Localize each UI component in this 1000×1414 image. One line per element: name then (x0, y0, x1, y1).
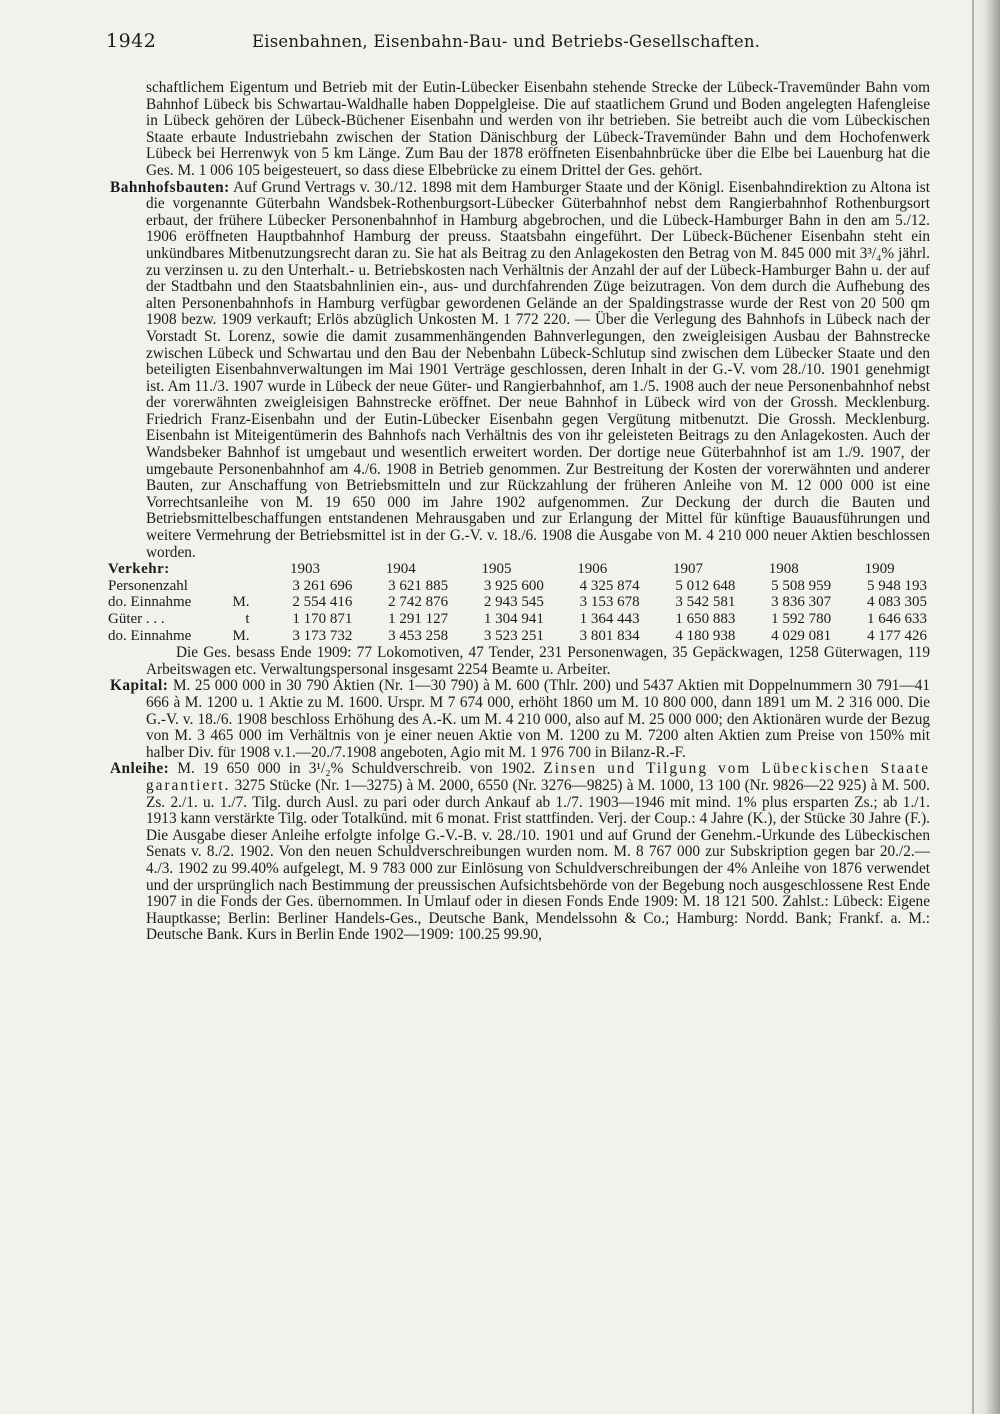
year-cell: 1906 (577, 561, 608, 578)
row-label: do. Einnahme M. (108, 627, 250, 644)
anleihe-text-a: M. 19 650 000 in 3¹/₂% Schuldverschreib. von 1902. (169, 760, 544, 778)
table-cell: 3 925 600 (483, 577, 544, 594)
bahnhofsbauten-section (100, 180, 930, 562)
rolling-stock-note: Die Ges. besass Ende 1909: 77 Lokomotiven, 47 Tender, 231 Personenwagen, 35 Gepäckwagen, 1258 Güterwagen, 119 Arbeitswagen etc. Verwaltungspersonal insgesamt 2254 Beamte u. Arbeiter. (146, 644, 930, 678)
running-title: Eisenbahnen, Eisenbahn-Bau- und Betriebs-Gesellschaften. (252, 32, 761, 51)
kapital-heading: Kapital: (110, 677, 169, 695)
table-cell: 1 592 780 (771, 611, 832, 627)
table-cell: 1 291 127 (388, 611, 449, 627)
year-cell: 1905 (481, 561, 512, 578)
bahnhofsbauten-text: Auf Grund Vertrags v. 30./12. 1898 mit dem Hamburger Staate und der Königl. Eisenbahndirektion zu Altona ist die vorgenannte Güterbahn Wandsbek-Rothenburgsort-Lübecker Güterbahnhof nebst dem Rangierbahnhof Rothenburgsort erbaut, der frühere Lübecker Personenbahnhof in Hamburg abgebrochen, und die Lübeck-Hamburger Bahn in den am 5./12. 1906 eröffneten Hauptbahnhof Hamburg der preuss. Staatsbahn eingeführt. Der Lübeck-Büchener Eisenbahn steht ein unkündbares Mitbenutzungsrecht daran zu. Sie hat als Beitrag zu den Anlagekosten den Betrag von M. 845 000 mit 3³/₄% jährl. zu verzinsen u. zu den Unterhalt.- u. Betriebskosten nach Verhältnis der Anzahl der auf der Lübeck-Hamburger Bahn u. der auf der Stadtbahn und den Staatsbahnlinien ein-, aus- und durchfahrenden Züge beizutragen. Von dem durch die Aufhebung des alten Personenbahnhofs in Hamburg verfügbar gewordenen Gelände an der Spaldingstrasse wurde der Rest von 20 500 qm 1908 bezw. 1909 verkauft; Erlös abzüglich Unkosten M. 1 772 220. — Über die Verlegung des Bahnhofs in Lübeck nach der Vorstadt St. Lorenz, sowie die damit zusammenhängenden Bahnverlegungen, den zweigleisigen Ausbau der Bahnstrecke zwischen Lübeck und Schwartau und den Bau der Nebenbahn Lübeck-Schlutup sind zwischen dem Lübecker Staate und den beteiligten Eisenbahnverwaltungen im Mai 1901 Verträge geschlossen, deren Inhalt in der G.-V. vom 28./10. 1901 genehmigt ist. Am 11./3. 1907 wurde in Lübeck der neue Güter- und Rangierbahnhof, am 1./5. 1908 auch der neue Personenbahnhof nebst der vorerwähnten zweigleisigen Bahnstrecke eröffnet. Der neue Bahnhof in Lübeck wird von der Grossh. Mecklenburg. Friedrich Franz-Eisenbahn und der Eutin-Lübecker Eisenbahn gegen Vergütung mitbenutzt. Die Grossh. Mecklenburg. Eisenbahn ist Miteigentümerin des Bahnhofs nach Verhältnis des von ihr geleisteten Beitrags zu den Anlagekosten. Auch der Wandsbeker Bahnhof ist umgebaut und wesentlich erweitert worden. Der dortige neue Güterbahnhof ist am 1./9. 1907, der umgebaute Personenbahnhof am 4./6. 1908 in Betrieb genommen. Zur Bestreitung der Kosten der vorerwähnten und anderer Bauten, zur Anschaffung von Betriebsmitteln und zur Rückzahlung der früheren Anleihe von M. 12 000 000 ist eine Vorrechtsanleihe von M. 19 650 000 im Jahre 1902 aufgenommen. Zur Deckung der durch die Bauten und Betriebsmittelbeschaffungen entstandenen Mehrausgaben und zur Erlangung der Mittel für künftige Bauausführungen und weitere Vermehrung der Betriebsmittel ist in der G.-V. v. 18./6. 1908 die Ausgabe von M. 4 210 000 neuer Aktien beschlossen worden. (146, 178, 930, 561)
table-cell: 3 621 885 (388, 577, 449, 594)
table-cell: 1 646 633 (867, 611, 927, 627)
table-cell: 1 170 871 (292, 611, 353, 627)
verkehr-heading-cell (108, 561, 258, 578)
year-cell: 1907 (673, 561, 703, 578)
table-cell: 4 325 874 (579, 577, 640, 594)
year-cell: 1909 (864, 561, 895, 578)
table-row (108, 578, 928, 595)
page-header (106, 30, 936, 58)
table-cell: 2 742 876 (388, 594, 449, 611)
year-cell: 1904 (385, 561, 416, 578)
table-cell: 3 261 696 (292, 577, 353, 594)
table-row (108, 611, 928, 628)
table-cell: 3 801 834 (579, 627, 640, 644)
body-text (100, 80, 930, 944)
row-label: do. Einnahme M. (108, 594, 250, 611)
table-cell: 1 364 443 (579, 611, 640, 627)
table-cell: 4 029 081 (771, 627, 832, 644)
table-cell: 4 180 938 (675, 627, 736, 644)
anleihe-heading: Anleihe: (110, 760, 170, 778)
table-cell: 5 948 193 (867, 577, 927, 594)
table-cell: 3 153 678 (579, 594, 640, 611)
verkehr-header-row (108, 561, 928, 578)
table-cell: 3 173 732 (292, 627, 353, 644)
table-cell: 1 650 883 (675, 611, 736, 627)
table-cell: 5 012 648 (675, 577, 736, 594)
year-cell: 1908 (768, 561, 799, 578)
table-cell: 1 304 941 (483, 611, 544, 627)
table-cell: 2 943 545 (483, 594, 544, 611)
intro-paragraph: schaftlichem Eigentum und Betrieb mit der Eutin-Lübecker Eisenbahn stehende Strecke der Lübeck-Travemünder Bahn vom Bahnhof Lübeck bis Schwartau-Waldhalle haben Doppelgleise. Die auf staatlichem Grund und Boden angelegten Hafengleise in Lübeck gehören der Lübeck-Büchener Eisenbahn und werden von ihr betrieben. Sie betreibt auch die vom Lübeckischen Staate erbaute Industriebahn zwischen der Station Dänischburg der Lübeck-Travemünder Bahn und dem Hochofenwerk Lübeck bei Herrenwyk von 5 km Länge. Zum Bau der 1878 eröffneten Eisenbahnbrücke über die Elbe bei Lauenburg hat die Ges. M. 1 006 105 beigesteuert, so dass diese Elbebrücke zu einem Drittel der Ges. gehört. (146, 79, 930, 179)
table-cell: 2 554 416 (292, 594, 353, 611)
page-number: 1942 (106, 30, 157, 52)
table-cell: 3 542 581 (675, 594, 736, 611)
anleihe-section (100, 761, 930, 944)
verkehr-table (108, 561, 928, 644)
table-cell: 4 083 305 (867, 594, 927, 611)
anleihe-guarantee-spaced: Zinsen und Tilgung vom Lübeckischen Staate garantiert. (146, 760, 930, 794)
table-row (108, 594, 928, 611)
table-cell: 3 523 251 (483, 627, 544, 644)
table-cell: 3 836 307 (771, 594, 832, 611)
table-cell: 4 177 426 (867, 627, 927, 644)
verkehr-heading: Verkehr: (108, 561, 170, 578)
page-edge-line (972, 0, 974, 1414)
table-row (108, 628, 928, 645)
anleihe-text-b: 3275 Stücke (Nr. 1—3275) à M. 2000, 6550 (Nr. 3276—9825) à M. 1000, 13 100 (Nr. 9826—22 925) à M. 500. Zs. 2./1. u. 1./7. Tilg. durch Ausl. zu pari oder durch Ankauf ab 1./7. 1903—1946 mit mind. 1% plus ersparten Zs.; ab 1./1. 1913 kann verstärkte Tilg. oder Totalkünd. mit 6 monat. Frist stattfinden. Verj. der Coup.: 4 Jahre (K.), der Stücke 30 Jahre (F.). Die Ausgabe dieser Anleihe erfolgte infolge G.-V.-B. v. 28./10. 1901 und auf Grund der Genehm.-Urkunde des Lübeckischen Senats v. 8./2. 1902. Von den neuen Schuldverschreibungen wurden nom. M. 8 767 000 zur Subskription gegen bar 20./2.—4./3. 1902 zu 99.40% aufgelegt, M. 9 783 000 zur Einlösung von Schuldverschreibungen der 4% Anleihe von 1876 verwendet und der ursprünglich nach Bestimmung der preussischen Aufsichtsbehörde von der Begebung noch ausgeschlossene Rest Ende 1907 in die Fonds der Ges. übernommen. In Umlauf oder in diesen Fonds Ende 1909: M. 18 121 500. Zahlst.: Lübeck: Eigene Hauptkasse; Berlin: Berliner Handels-Ges., Deutsche Bank, Mendelssohn & Co.; Hamburg: Nordd. Bank; Frankf. a. M.: Deutsche Bank. Kurs in Berlin Ende 1902—1909: 100.25 99.90, (146, 776, 930, 944)
row-label: Güter . . . t (108, 611, 250, 627)
table-cell: 5 508 959 (771, 577, 832, 594)
row-label: Personenzahl (108, 577, 188, 594)
kapital-section (100, 678, 930, 761)
year-cell: 1903 (289, 561, 320, 578)
bahnhofsbauten-heading: Bahnhofsbauten: (110, 178, 230, 196)
table-cell: 3 453 258 (388, 627, 449, 644)
kapital-text: M. 25 000 000 in 30 790 Aktien (Nr. 1—30 790) à M. 600 (Thlr. 200) und 5437 Aktien mit Doppelnummern 30 791—41 666 à M. 1200 u. 1 Aktie zu M. 1600. Urspr. M 7 674 000, erhöht 1860 um M. 10 800 000, dann 1891 um M. 2 316 000. Die G.-V. v. 18./6. 1908 beschloss Erhöhung des A.-K. um M. 4 210 000, also auf M. 25 000 000; den Aktionären wurde der Bezug von M. 3 465 000 im Verhältnis von je einer neuen Aktie von M. 1200 zu M. 7200 alten Aktien zum Preise von 150% mit halber Div. für 1908 v.1.—20./7.1908 angeboten, Agio mit M. 1 976 700 in Bilanz-R.-F. (146, 677, 930, 761)
